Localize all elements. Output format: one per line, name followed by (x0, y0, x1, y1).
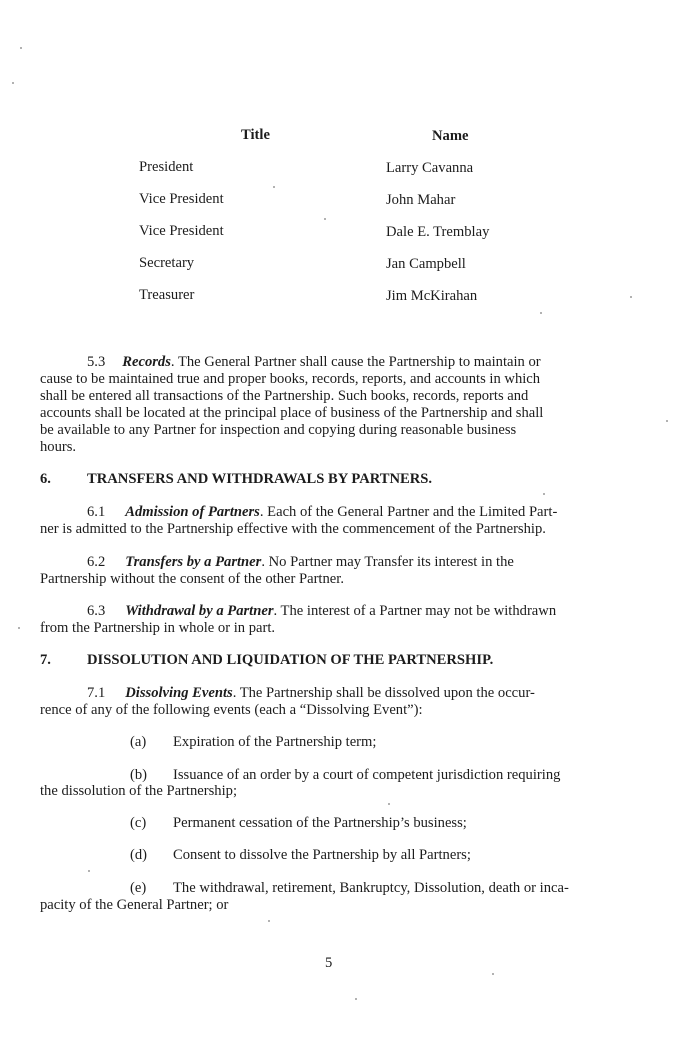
list-item-a (130, 734, 376, 751)
scan-speck (18, 627, 20, 629)
clause-number: 6.3 (87, 603, 106, 619)
scan-speck (12, 82, 14, 84)
section-7-1-dissolving-events (40, 685, 640, 719)
officer-title: Vice President (139, 191, 224, 207)
scan-speck (355, 998, 357, 1000)
scan-speck (666, 420, 668, 422)
item-label: (c) (130, 815, 147, 831)
name-column-header: Name (432, 128, 469, 144)
item-text: Permanent cessation of the Partnership’s business; (173, 815, 467, 831)
page-number: 5 (325, 955, 333, 971)
item-text: Consent to dissolve the Partnership by all Partners; (173, 847, 471, 863)
clause-number: 6.2 (87, 554, 106, 570)
paragraph-text: . Each of the General Partner and the Limited Part- (259, 504, 558, 520)
clause-number: 5.3 (87, 354, 106, 370)
paragraph-text: be available to any Partner for inspection and copying during reasonable business (40, 422, 517, 438)
officer-name: Larry Cavanna (386, 160, 474, 176)
section-number: 7. (40, 652, 51, 668)
clause-heading: Withdrawal by a Partner (125, 603, 274, 619)
section-title: DISSOLUTION AND LIQUIDATION OF THE PARTNERSHIP. (87, 652, 494, 668)
scan-speck (540, 312, 542, 314)
clause-number: 7.1 (87, 685, 106, 701)
section-6-2-transfers (40, 554, 640, 588)
clause-heading: Records (122, 354, 171, 370)
section-title: TRANSFERS AND WITHDRAWALS BY PARTNERS. (87, 471, 433, 487)
paragraph-text: cause to be maintained true and proper books, records, reports, and accounts in which (40, 371, 541, 387)
item-text: Expiration of the Partnership term; (173, 734, 377, 750)
item-label: (b) (130, 767, 148, 783)
paragraph-text: Partnership without the consent of the other Partner. (40, 571, 344, 587)
item-label: (a) (130, 734, 147, 750)
officer-title: Vice President (139, 223, 224, 239)
section-7-heading (40, 652, 493, 669)
list-item-e (130, 880, 569, 897)
clause-heading: Admission of Partners (125, 504, 260, 520)
section-6-3-withdrawal (40, 603, 640, 637)
officer-title: Secretary (139, 255, 195, 271)
officer-title: Treasurer (139, 287, 195, 303)
list-item-b (130, 767, 560, 784)
section-6-1-admission (40, 504, 640, 538)
paragraph-text: rence of any of the following events (each a “Dissolving Event”): (40, 702, 423, 718)
scan-speck (324, 218, 326, 220)
section-5-3-records (40, 354, 640, 456)
scan-speck (88, 870, 90, 872)
scan-speck (268, 920, 270, 922)
paragraph-text: . No Partner may Transfer its interest in the (261, 554, 514, 570)
clause-heading: Dissolving Events (125, 685, 233, 701)
scan-speck (273, 186, 275, 188)
item-label: (e) (130, 880, 147, 896)
scan-speck (630, 296, 632, 298)
item-label: (d) (130, 847, 148, 863)
item-text: The withdrawal, retirement, Bankruptcy, Dissolution, death or inca- (173, 880, 569, 896)
officer-name: Jim McKirahan (386, 288, 478, 304)
officer-name: John Mahar (386, 192, 456, 208)
paragraph-text: . The General Partner shall cause the Partnership to maintain or (170, 354, 541, 370)
section-number: 6. (40, 471, 51, 487)
scan-speck (492, 973, 494, 975)
paragraph-text: shall be entered all transactions of the Partnership. Such books, records, reports and (40, 388, 529, 404)
paragraph-text: from the Partnership in whole or in part. (40, 620, 276, 636)
clause-heading: Transfers by a Partner (125, 554, 262, 570)
item-text: Issuance of an order by a court of competent jurisdiction requiring (173, 767, 561, 783)
officer-title: President (139, 159, 194, 175)
paragraph-text: ner is admitted to the Partnership effective with the commencement of the Partnership. (40, 521, 546, 537)
paragraph-text: accounts shall be located at the principal place of business of the Partnership and shall (40, 405, 544, 421)
list-item-b-continuation: the dissolution of the Partnership; (40, 783, 237, 799)
paragraph-text: hours. (40, 439, 77, 455)
list-item-d (130, 847, 471, 864)
list-item-c (130, 815, 467, 832)
officer-name: Jan Campbell (386, 256, 466, 272)
section-6-heading (40, 471, 432, 488)
title-column-header: Title (241, 127, 270, 143)
scan-speck (543, 493, 545, 495)
scan-speck (20, 47, 22, 49)
officer-name: Dale E. Tremblay (386, 224, 490, 240)
paragraph-text: . The Partnership shall be dissolved upon the occur- (232, 685, 535, 701)
clause-number: 6.1 (87, 504, 106, 520)
scan-speck (388, 803, 390, 805)
paragraph-text: . The interest of a Partner may not be withdrawn (273, 603, 557, 619)
list-item-e-continuation: pacity of the General Partner; or (40, 897, 229, 913)
